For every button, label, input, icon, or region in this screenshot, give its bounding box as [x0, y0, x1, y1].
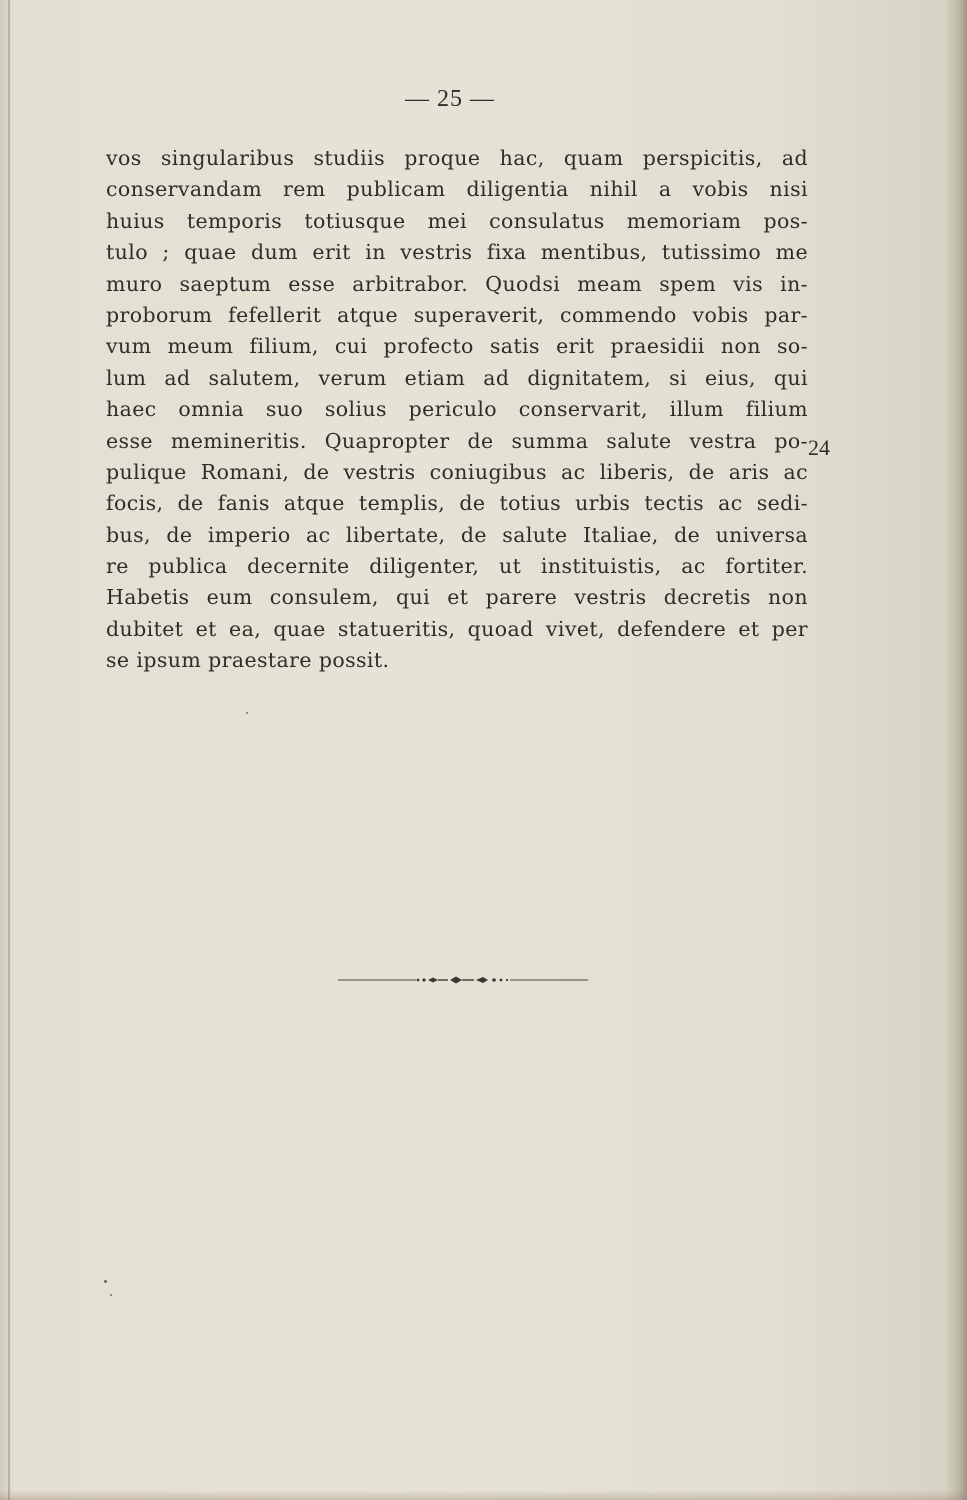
text-line: focis, de fanis atque templis, de totius urbis tectis ac sedi-: [106, 491, 808, 516]
text-line-last: se ipsum praestare possit.: [106, 648, 390, 673]
text-line: dubitet et ea, quae statueritis, quoad vivet, defendere et per: [106, 616, 808, 641]
paper-speck: [246, 712, 248, 714]
paper-speck: [104, 1280, 107, 1283]
paper-speck: [110, 1294, 112, 1296]
page-right-edge-shadow: [945, 0, 967, 1500]
text-line: proborum fefellerit atque superaverit, commendo vobis par-: [106, 302, 808, 327]
page-bottom-edge: [0, 1490, 967, 1500]
page-number: — 25 —: [405, 86, 495, 112]
text-line: vum meum filium, cui profecto satis erit praesidii non so-: [106, 334, 808, 359]
text-line: tulo ; quae dum erit in vestris fixa mentibus, tutissimo me: [106, 240, 808, 265]
text-line: re publica decernite diligenter, ut instituistis, ac fortiter.: [106, 554, 808, 579]
text-line: conservandam rem publicam diligentia nihil a vobis nisi: [106, 177, 808, 202]
text-line: muro saeptum esse arbitrabor. Quodsi meam spem vis in-: [106, 271, 808, 296]
ornamental-divider: [338, 970, 588, 990]
body-text: [106, 143, 808, 677]
text-line: haec omnia suo solius periculo conservarit, illum filium: [106, 397, 808, 422]
text-line: bus, de imperio ac libertate, de salute Italiae, de universa: [106, 522, 808, 547]
text-line: Habetis eum consulem, qui et parere vestris decretis non: [106, 585, 808, 610]
text-line: huius temporis totiusque mei consulatus memoriam pos-: [106, 208, 808, 233]
text-line: esse memineritis. Quapropter de summa salute vestra po-: [106, 428, 808, 453]
page-left-edge: [8, 0, 10, 1500]
text-line: vos singularibus studiis proque hac, quam perspicitis, ad: [106, 146, 808, 170]
text-line: pulique Romani, de vestris coniugibus ac liberis, de aris ac: [106, 459, 808, 484]
margin-section-number: 24: [808, 435, 830, 460]
text-line: lum ad salutem, verum etiam ad dignitatem, si eius, qui: [106, 365, 808, 390]
